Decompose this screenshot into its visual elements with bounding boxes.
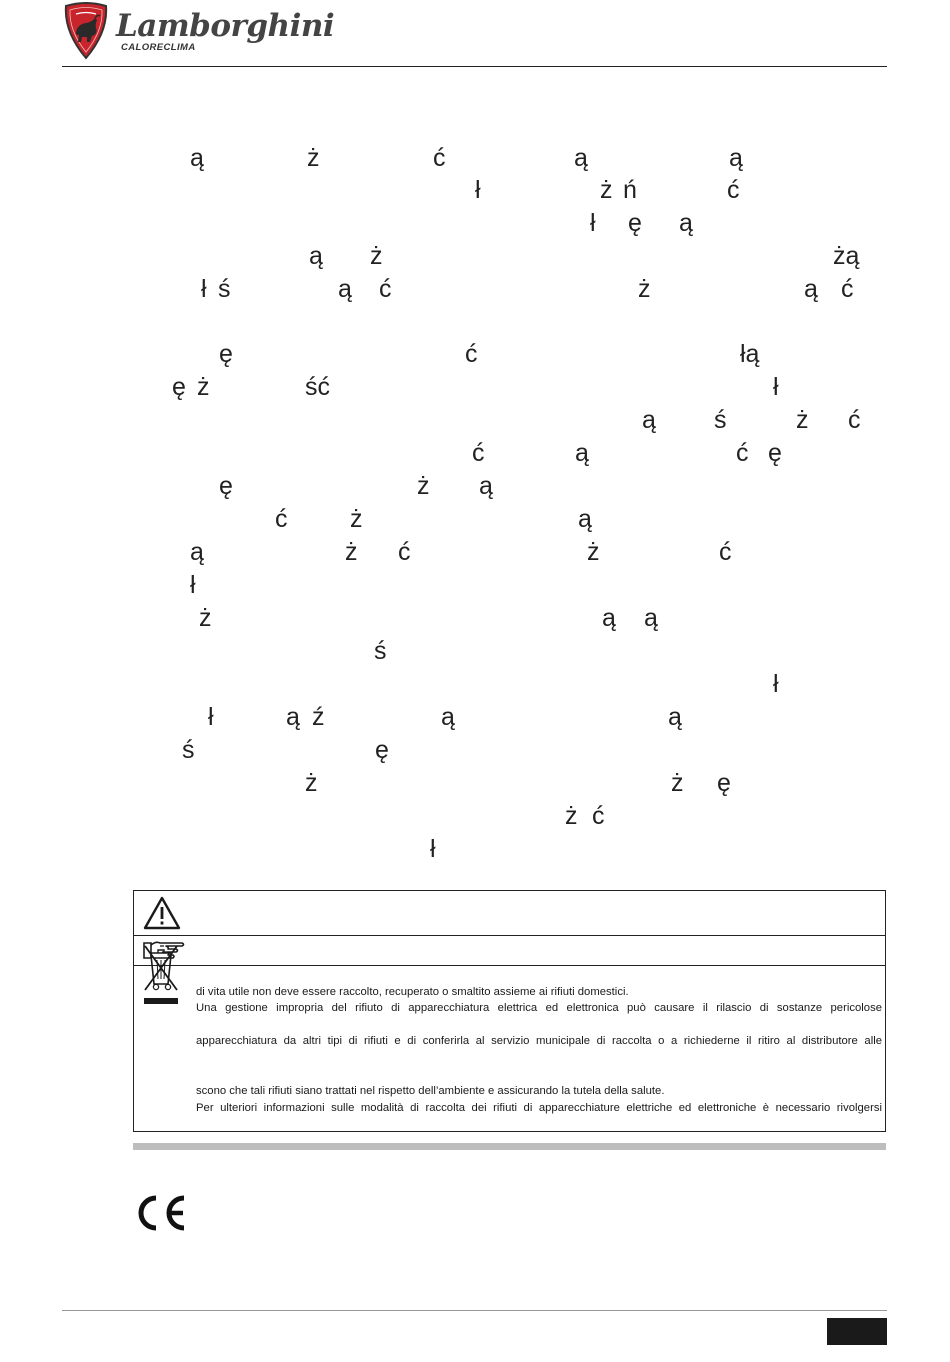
body-glyph: ę bbox=[628, 209, 642, 237]
disposal-line-4: scono che tali rifiuti siano trattati nel rispetto dell’ambiente e assicurando la tutela della salute. bbox=[196, 1085, 665, 1097]
body-glyph: ść bbox=[305, 373, 330, 401]
body-glyph: ż bbox=[565, 802, 578, 830]
body-glyph: żą bbox=[833, 242, 860, 270]
body-glyph: ś bbox=[218, 275, 231, 303]
note-row bbox=[134, 935, 885, 966]
body-glyph: ł bbox=[201, 275, 207, 303]
body-glyph: ą bbox=[644, 604, 658, 632]
body-glyph: ż bbox=[417, 472, 430, 500]
body-glyph: ć bbox=[275, 505, 288, 533]
body-glyph: ć bbox=[472, 439, 485, 467]
body-glyph: ź bbox=[312, 703, 325, 731]
body-glyph: ą bbox=[679, 209, 693, 237]
body-glyph: ą bbox=[309, 242, 323, 270]
body-glyph: ć bbox=[727, 176, 740, 204]
body-glyph: ł bbox=[773, 373, 779, 401]
body-glyph: ż bbox=[350, 505, 363, 533]
body-glyph: ę bbox=[219, 340, 233, 368]
body-glyph: ł bbox=[190, 571, 196, 599]
disposal-line-3: apparecchiatura da altri tipi di rifiuti e di conferirla al servizio municipale di raccolta o a richiederne il ritiro al distributore alle bbox=[196, 1035, 882, 1047]
brand-name: Lamborghini bbox=[116, 8, 335, 44]
body-glyph: ż bbox=[345, 538, 358, 566]
lamborghini-bull-shield-icon bbox=[62, 2, 110, 60]
body-glyph: ż bbox=[638, 275, 651, 303]
page-header bbox=[0, 0, 950, 70]
body-glyph: ń bbox=[623, 176, 637, 204]
body-glyph: ą bbox=[479, 472, 493, 500]
body-glyph: ł bbox=[208, 703, 214, 731]
body-glyph: ą bbox=[190, 538, 204, 566]
body-glyph: ć bbox=[848, 406, 861, 434]
brand-subtitle: CALORECLIMA bbox=[121, 42, 196, 53]
body-glyph: ł bbox=[590, 209, 596, 237]
body-glyph: ą bbox=[578, 505, 592, 533]
body-glyph: ż bbox=[600, 176, 613, 204]
body-glyph: ć bbox=[465, 340, 478, 368]
page-number-block bbox=[827, 1318, 887, 1345]
crossed-bin-weee-icon bbox=[141, 943, 181, 1009]
body-glyph: ą bbox=[286, 703, 300, 731]
body-glyph: ł bbox=[475, 176, 481, 204]
body-glyph: ć bbox=[398, 538, 411, 566]
footer-divider bbox=[62, 1310, 887, 1311]
body-glyph: ć bbox=[379, 275, 392, 303]
warning-row bbox=[134, 891, 885, 936]
body-glyph: ą bbox=[642, 406, 656, 434]
body-glyph: ć bbox=[841, 275, 854, 303]
body-glyph: ą bbox=[668, 703, 682, 731]
body-glyph: ć bbox=[592, 802, 605, 830]
body-glyph: ż bbox=[796, 406, 809, 434]
body-glyph: ą bbox=[804, 275, 818, 303]
body-glyph: ż bbox=[199, 604, 212, 632]
body-glyph: ć bbox=[719, 538, 732, 566]
body-glyph: ś bbox=[714, 406, 727, 434]
body-glyph: ż bbox=[197, 373, 210, 401]
body-glyph: ą bbox=[575, 439, 589, 467]
body-glyph: łą bbox=[740, 340, 760, 368]
body-glyph: ę bbox=[172, 373, 186, 401]
disposal-line-5: Per ulteriori informazioni sulle modalità di raccolta dei rifiuti di apparecchiature elettriche ed elettroniche è necessario rivolgersi bbox=[196, 1102, 882, 1114]
body-glyph: ś bbox=[374, 637, 387, 665]
ce-mark-icon bbox=[130, 1192, 190, 1234]
body-glyph: ą bbox=[574, 144, 588, 172]
body-glyph: ę bbox=[717, 769, 731, 797]
body-glyph: ć bbox=[736, 439, 749, 467]
body-glyph: ł bbox=[430, 835, 436, 863]
body-glyph: ż bbox=[305, 769, 318, 797]
body-glyph: ą bbox=[441, 703, 455, 731]
body-glyph: ą bbox=[602, 604, 616, 632]
body-glyph: ż bbox=[370, 242, 383, 270]
body-glyph: ż bbox=[671, 769, 684, 797]
section-divider-bar bbox=[133, 1143, 886, 1150]
body-glyph: ę bbox=[768, 439, 782, 467]
disposal-notice-box bbox=[133, 890, 886, 1132]
body-glyph: ł bbox=[773, 670, 779, 698]
body-glyph: ą bbox=[338, 275, 352, 303]
body-glyph: ć bbox=[433, 144, 446, 172]
warning-triangle-icon bbox=[142, 895, 182, 931]
disposal-line-2: Una gestione impropria del rifiuto di apparecchiatura elettrica ed elettronica può causare il rilascio di sostanze pericolose bbox=[196, 1002, 882, 1014]
body-glyph: ą bbox=[190, 144, 204, 172]
header-divider bbox=[62, 66, 887, 67]
body-glyph: ż bbox=[307, 144, 320, 172]
body-glyph: ą bbox=[729, 144, 743, 172]
body-glyph: ś bbox=[182, 736, 195, 764]
body-glyph: ę bbox=[375, 736, 389, 764]
disposal-line-1: di vita utile non deve essere raccolto, recuperato o smaltito assieme ai rifiuti domestici. bbox=[196, 986, 629, 998]
body-glyph: ż bbox=[587, 538, 600, 566]
body-glyph: ę bbox=[219, 472, 233, 500]
